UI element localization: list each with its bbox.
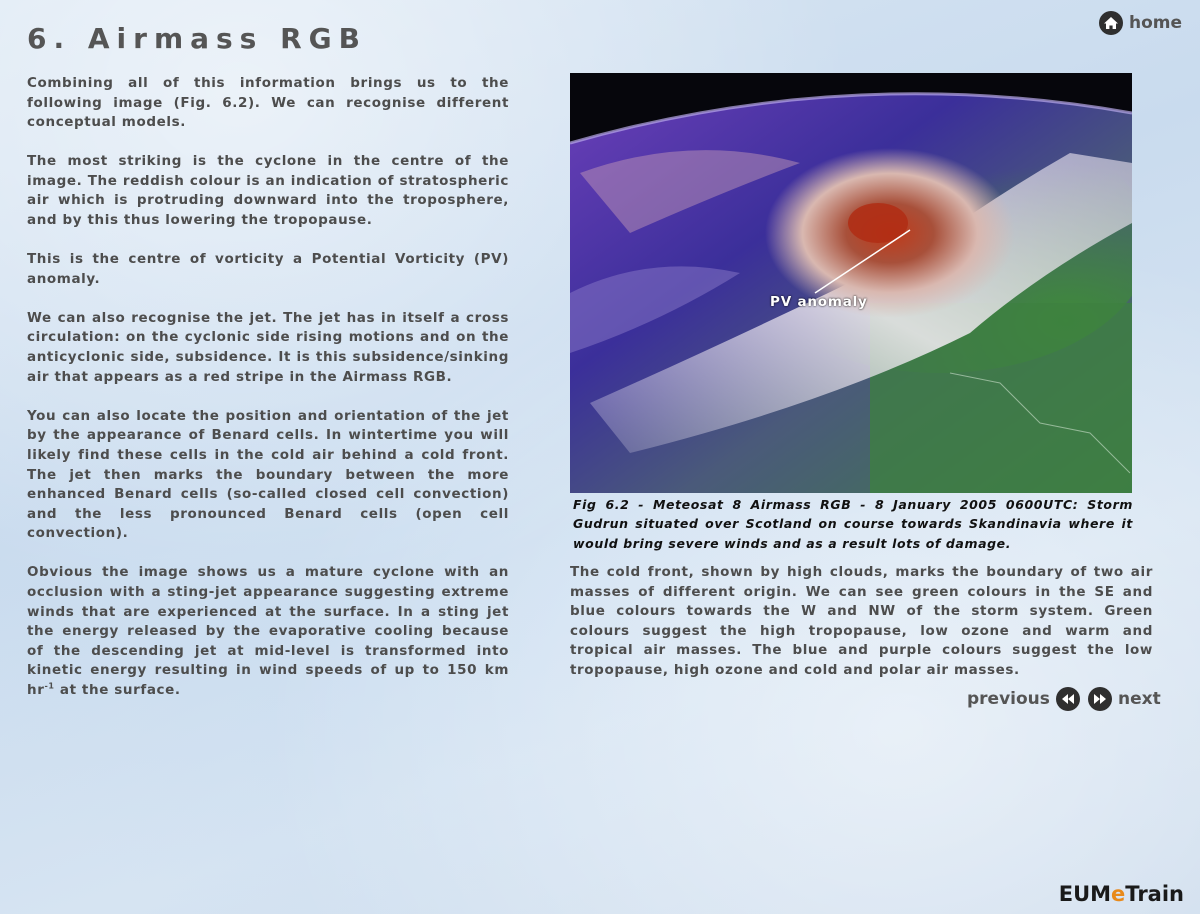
airmass-rgb-image bbox=[570, 73, 1132, 493]
paragraph: The most striking is the cyclone in the centre of the image. The reddish colour is an indication of stratospheric air which is protruding downward into the troposphere, and by this thus lowering the tropopause. bbox=[27, 153, 509, 229]
home-button[interactable] bbox=[1099, 10, 1182, 36]
right-text-paragraph: The cold front, shown by high clouds, marks the boundary of two air masses of different origin. We can see green colours in the SE and blue colours towards the W and NW of the storm system. Green colours suggest the high tropopause, low ozone and warm and tropical air masses. The blue and purple colours suggest the low tropopause, high ozone and cold and polar air masses. bbox=[570, 564, 1153, 678]
logo-part-accent: e bbox=[1111, 882, 1126, 906]
paragraph: We can also recognise the jet. The jet has in itself a cross circulation: on the cyclonic side rising motions and on the anticyclonic side, subsidence. It is this subsidence/sinking air that appears as a red stripe in the Airmass RGB. bbox=[27, 309, 509, 385]
next-button[interactable] bbox=[1088, 686, 1161, 712]
page-title: 6. Airmass RGB bbox=[27, 22, 367, 55]
previous-button[interactable] bbox=[967, 686, 1080, 712]
paragraph: Combining all of this information brings us to the following image (Fig. 6.2). We can recognise different conceptual models. bbox=[27, 75, 509, 131]
rewind-icon[interactable] bbox=[1056, 687, 1080, 711]
paragraph bbox=[27, 563, 509, 700]
fast-forward-icon[interactable] bbox=[1088, 687, 1112, 711]
paragraph-text: Obvious the image shows us a mature cyclone with an occlusion with a sting-jet appearance suggesting extreme winds that are experienced at the surface. In a sting jet the energy released by the evaporative cooling because of the descending jet at mid-level is transformed into kinetic energy resulting in wind speeds of up to 150 km hr bbox=[27, 564, 509, 698]
logo-part: Train bbox=[1125, 882, 1184, 906]
satellite-image bbox=[570, 73, 1132, 493]
paragraph: You can also locate the position and orientation of the jet by the appearance of Benard cells. In wintertime you will likely find these cells in the cold air behind a cold front. The jet then marks the boundary between the more enhanced Benard cells (so-called closed cell convection) and the less pronounced Benard cells (open cell convection). bbox=[27, 407, 509, 542]
home-icon[interactable] bbox=[1099, 11, 1123, 35]
eumetrain-logo bbox=[1059, 882, 1184, 906]
paragraph: This is the centre of vorticity a Potential Vorticity (PV) anomaly. bbox=[27, 251, 509, 287]
paragraph-text-end: at the surface. bbox=[54, 681, 181, 698]
left-text-column bbox=[27, 74, 509, 720]
pv-anomaly-annotation: PV anomaly bbox=[770, 294, 868, 310]
previous-label[interactable]: previous bbox=[967, 689, 1050, 709]
figure-caption: Fig 6.2 - Meteosat 8 Airmass RGB - 8 January 2005 0600UTC: Storm Gudrun situated over Scotland on course towards Skandinavia where it would bring severe winds and as a result lots of damage. bbox=[573, 497, 1133, 551]
next-label[interactable]: next bbox=[1118, 689, 1161, 709]
home-label[interactable]: home bbox=[1128, 13, 1182, 33]
logo-part: EUM bbox=[1058, 882, 1112, 906]
superscript: -1 bbox=[44, 681, 55, 691]
